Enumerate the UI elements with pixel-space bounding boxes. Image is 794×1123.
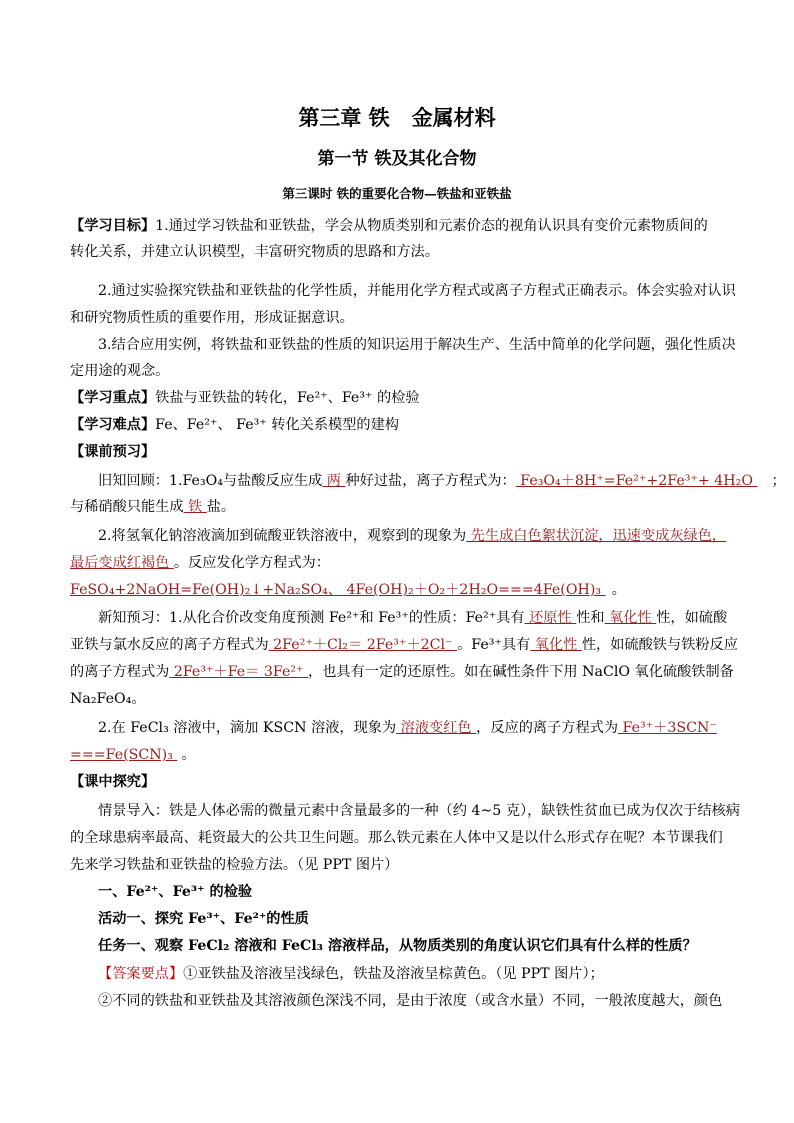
intro-line-1: 情景导入：铁是人体必需的微量元素中含量最多的一种（约 4~5 克），缺铁性贫血已成为仅次于结核病 bbox=[98, 803, 740, 819]
question-2-line-3: FeSO₄+2NaOH=Fe(OH)₂↓+Na₂SO₄、 4Fe(OH)₂＋O₂＋2H₂O===4Fe(OH)₃ 。 bbox=[70, 582, 626, 598]
new-knowledge-line-1: 新知预习：1.从化合价改变角度预测 Fe²⁺和 Fe³⁺的性质：Fe²⁺具有 还原性 性和 氧化性 性，如硫酸 bbox=[98, 610, 728, 626]
answer-blank: Fe₃O₄＋8H⁺=Fe²⁺+2Fe³⁺+ 4H₂O bbox=[515, 473, 758, 489]
lesson-title: 第三课时 铁的重要化合物—铁盐和亚铁盐 bbox=[282, 186, 512, 201]
objectives-line-3: 2.通过实验探究铁盐和亚铁盐的化学性质，并能用化学方程式或离子方程式正确表示。体会实验对认识 bbox=[98, 283, 736, 299]
answer-line-2: ②不同的铁盐和亚铁盐及其溶液颜色深浅不同，是由于浓度（或含水量）不同，一般浓度越大，颜色 bbox=[98, 993, 723, 1009]
review-line-1: 旧知回顾：1.Fe₃O₄与盐酸反应生成 两 种好过盐，离子方程式为： Fe₃O₄＋8H⁺=Fe²⁺+2Fe³⁺+ 4H₂O ； bbox=[98, 473, 786, 489]
question-3-line-2: ===Fe(SCN)₃ 。 bbox=[70, 747, 196, 763]
new-knowledge-line-4: Na₂FeO₄。 bbox=[70, 691, 146, 707]
answer-blank: 2Fe³⁺＋Fe＝ 3Fe²⁺ bbox=[169, 664, 309, 680]
difficulty-line: 【学习难点】Fe、Fe²⁺、 Fe³⁺ 转化关系模型的建构 bbox=[70, 417, 399, 433]
subsection-heading: 一、Fe²⁺、Fe³⁺ 的检验 bbox=[98, 884, 253, 900]
answer-blank: 先生成白色絮状沉淀，迅速变成灰绿色， bbox=[466, 528, 727, 544]
chapter-title: 第三章 铁 金属材料 bbox=[298, 105, 496, 130]
answer-line-1: 【答案要点】①亚铁盐及溶液呈浅绿色，铁盐及溶液呈棕黄色。（见 PPT 图片）； bbox=[98, 966, 604, 982]
answer-blank: 2Fe²⁺＋Cl₂＝ 2Fe³⁺＋2Cl⁻ bbox=[268, 637, 458, 653]
objectives-line-5: 3.结合应用实例，将铁盐和亚铁盐的性质的知识运用于解决生产、生活中简单的化学问题，强化性质决 bbox=[98, 337, 736, 353]
intro-line-2: 的全球患病率最高、耗资最大的公共卫生问题。那么铁元素在人体中又是以什么形式存在呢？本节课我们 bbox=[70, 830, 723, 846]
explore-heading: 【课中探究】 bbox=[70, 774, 156, 790]
answer-blank: Fe³⁺＋3SCN⁻ bbox=[618, 720, 717, 736]
new-knowledge-line-2: 亚铁与氯水反应的离子方程式为 2Fe²⁺＋Cl₂＝ 2Fe³⁺＋2Cl⁻ 。Fe³⁺具有 氧化性 性，如硫酸铁与铁粉反应 bbox=[70, 637, 738, 653]
question-2-line-2: 最后变成红褐色 。反应发化学方程式为： bbox=[70, 555, 330, 571]
answer-blank: 氧化性 bbox=[530, 637, 582, 653]
answer-blank: 两 bbox=[322, 473, 346, 489]
objectives-line-4: 和研究物质性质的重要作用，形成证据意识。 bbox=[70, 310, 354, 326]
objectives-line-2: 转化关系，并建立认识模型，丰富研究物质的思路和方法。 bbox=[70, 244, 439, 260]
activity-heading: 活动一、探究 Fe³⁺、Fe²⁺的性质 bbox=[98, 911, 309, 927]
task-line: 任务一、观察 FeCl₂ 溶液和 FeCl₃ 溶液样品，从物质类别的角度认识它们具有什么样的性质？ bbox=[98, 938, 697, 954]
question-2-line-1: 2.将氢氧化钠溶液滴加到硫酸亚铁溶液中，观察到的现象为 先生成白色絮状沉淀，迅速变成灰绿色， bbox=[98, 528, 727, 544]
intro-line-3: 先来学习铁盐和亚铁盐的检验方法。（见 PPT 图片） bbox=[70, 857, 399, 873]
answer-blank: 溶液变红色 bbox=[396, 720, 477, 736]
answer-blank: 最后变成红褐色 bbox=[70, 555, 174, 571]
review-line-2: 与稀硝酸只能生成 铁 盐。 bbox=[70, 499, 236, 515]
answer-blank: FeSO₄+2NaOH=Fe(OH)₂↓+Na₂SO₄、 4Fe(OH)₂＋O₂＋2H₂O===4Fe(OH)₃ bbox=[70, 582, 606, 598]
answer-blank: 还原性 bbox=[524, 610, 577, 626]
preview-heading: 【课前预习】 bbox=[70, 444, 156, 460]
new-knowledge-line-3: 的离子方程式为 2Fe³⁺＋Fe＝ 3Fe²⁺ ，也具有一定的还原性。如在碱性条件下用 NaClO 氧化硫酸铁制备 bbox=[70, 664, 734, 680]
key-point-line: 【学习重点】铁盐与亚铁盐的转化，Fe²⁺、Fe³⁺ 的检验 bbox=[70, 390, 420, 406]
objectives-line-6: 定用途的观念。 bbox=[70, 363, 170, 379]
answer-blank: ===Fe(SCN)₃ bbox=[70, 747, 178, 763]
objectives-line-1: 【学习目标】1.通过学习铁盐和亚铁盐，学会从物质类别和元素价态的视角认识具有变价元素物质间的 bbox=[70, 218, 708, 234]
answer-blank: 氧化性 bbox=[604, 610, 657, 626]
answer-label: 【答案要点】 bbox=[98, 966, 184, 982]
answer-blank: 铁 bbox=[183, 499, 207, 515]
objectives-label: 【学习目标】 bbox=[70, 218, 156, 234]
question-3-line-1: 2.在 FeCl₃ 溶液中，滴加 KSCN 溶液，现象为 溶液变红色 ，反应的离子方程式为 Fe³⁺＋3SCN⁻ bbox=[98, 720, 717, 736]
section-title: 第一节 铁及其化合物 bbox=[317, 149, 477, 169]
